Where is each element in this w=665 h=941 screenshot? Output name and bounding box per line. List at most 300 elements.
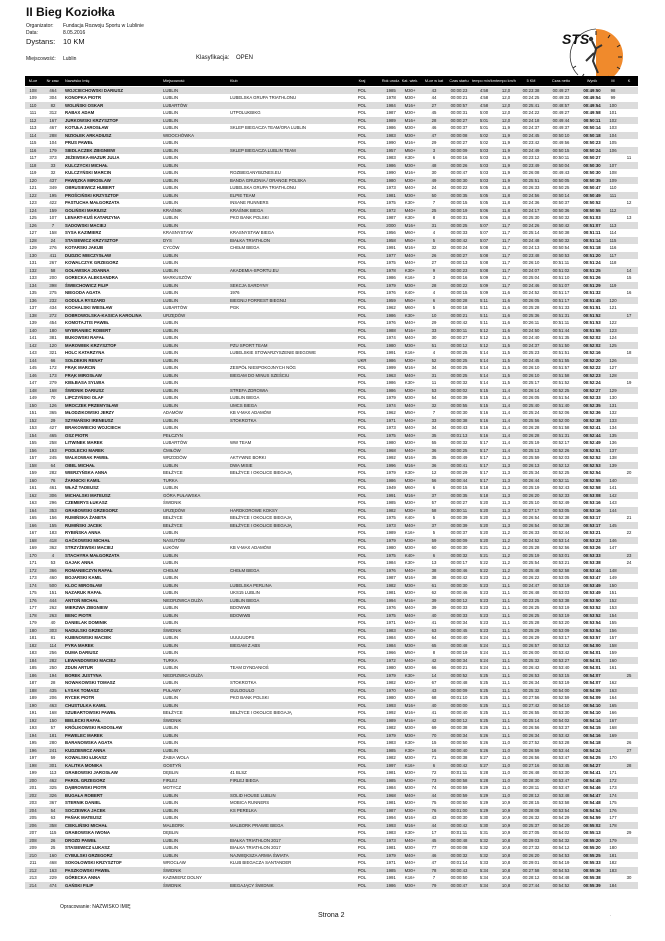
cell-category-place: 76	[431, 807, 437, 813]
cell-start-time: 00:00:58	[450, 777, 468, 783]
cell-name: STASIEWICZ KRZYSZTOF	[65, 237, 119, 243]
cell-pace: 4:58	[479, 95, 489, 100]
cell-club: PKO BANK POLSKI	[230, 695, 269, 700]
cell-speed: 10,8	[501, 852, 511, 858]
cell-city: LUBLIN	[163, 740, 179, 745]
cell-split-5km: 00:27:16	[522, 762, 540, 768]
cell-club: LUBLIN BIEGA	[230, 597, 260, 603]
cell-place-m: 180	[609, 845, 617, 850]
cell-split-5km: 00:25:14	[522, 717, 540, 723]
cell-category: M16+	[404, 822, 416, 828]
cell-category: K30+	[404, 830, 416, 835]
cell-place-m: 167	[609, 717, 617, 723]
cell-birth-year: 1984	[386, 785, 396, 790]
cell-bib: 114	[49, 642, 57, 648]
cell-category: M40+	[404, 657, 416, 663]
cell-place: 176	[29, 597, 37, 603]
cell-place: 194	[29, 732, 37, 738]
cell-speed: 11,1	[501, 627, 511, 633]
cell-city: LUBLIN	[163, 87, 179, 93]
cell-birth-year: 1980	[386, 177, 396, 183]
cell-name: PAROL GRZEGORZ	[65, 777, 106, 783]
cell-birth-year: 1985	[386, 747, 396, 753]
cell-speed: 11,1	[501, 665, 511, 670]
cell-category: K16+	[404, 530, 416, 535]
cell-birth-year: 1991	[386, 492, 396, 498]
cell-speed: 11,7	[501, 245, 511, 250]
cell-pace: 5:25	[479, 717, 489, 723]
cell-pace: 5:26	[479, 747, 489, 753]
cell-split-5km: 00:24:37	[522, 125, 540, 130]
cell-speed: 11,1	[501, 590, 511, 595]
cell-city: LUBLIN	[163, 725, 179, 730]
organizer-value: Fundacja Rozwoju Sportu w Lublinie	[63, 23, 144, 29]
column-header-start-time: Czas startu	[449, 78, 469, 83]
cell-birth-year: 1985	[386, 867, 396, 873]
table-row	[25, 357, 638, 365]
cell-country: POL	[357, 260, 367, 265]
cell-pace: 5:15	[479, 387, 489, 393]
cell-category-place: 57	[431, 500, 437, 505]
cell-start-time: 00:00:50	[450, 800, 468, 805]
cell-pace: 5:25	[479, 687, 489, 693]
cell-start-time: 00:00:17	[450, 560, 468, 565]
cell-city: DĘBLIN	[163, 770, 179, 775]
table-row	[25, 822, 638, 830]
cell-name: SZYMAŃSKI IRENEUSZ	[65, 417, 114, 423]
cell-pace: 5:12	[479, 327, 489, 333]
column-header-speed: tempo km/h	[496, 78, 516, 83]
cell-category-place: 69	[431, 725, 437, 730]
cell-place-m: 134	[609, 425, 617, 430]
cell-result: 00:51:03	[583, 215, 601, 220]
cell-birth-year: 1997	[386, 762, 396, 768]
cell-category: M40+	[404, 185, 416, 190]
cell-club: KRAŚNIK BIEGA	[230, 207, 264, 213]
cell-result: 00:52:38	[583, 417, 601, 423]
cell-place: 131	[29, 260, 37, 265]
cell-bib: 262	[49, 605, 57, 610]
cell-speed: 11,3	[501, 470, 511, 475]
cell-category: M30+	[404, 545, 416, 550]
cell-name: KULCZYŃSKI MARCIN	[65, 170, 112, 175]
table-row	[25, 342, 638, 350]
cell-net-time: 00:53:40	[552, 665, 570, 670]
cell-city: LUBLIN	[163, 155, 179, 160]
cell-bib: 76	[50, 477, 56, 483]
cell-category: M16+	[404, 710, 416, 715]
cell-bib: 250	[49, 665, 57, 670]
cell-start-time: 00:00:43	[450, 867, 468, 873]
cell-category: M16+	[404, 222, 416, 228]
cell-category: K30+	[404, 470, 416, 475]
cell-birth-year: 1986	[386, 477, 396, 483]
cell-name: WOLIŃSKI OSKAR	[65, 102, 104, 108]
cell-country: POL	[357, 500, 367, 505]
cell-net-time: 00:52:06	[552, 410, 570, 415]
cell-result: 00:53:26	[583, 545, 601, 550]
cell-net-time: 00:53:30	[552, 770, 570, 775]
cell-pace: 5:27	[479, 762, 489, 768]
cell-category: M16+	[404, 327, 416, 333]
cell-birth-year: 1982	[386, 725, 396, 730]
cell-country: POL	[357, 882, 367, 888]
cell-net-time: 00:50:37	[552, 200, 570, 205]
cell-net-time: 00:49:33	[552, 95, 570, 100]
cell-speed: 10,8	[501, 845, 511, 850]
cell-start-time: 00:00:46	[450, 590, 468, 595]
cell-place-k: 16	[626, 290, 632, 295]
cell-split-5km: 00:26:14	[522, 387, 540, 393]
cell-city: LUBLIN	[163, 282, 179, 288]
cell-name: CZEMERYS ŁUKASZ	[65, 500, 108, 505]
cell-split-5km: 00:26:28	[522, 425, 540, 430]
cell-place: 121	[29, 185, 37, 190]
cell-city: LUBLIN	[163, 612, 179, 618]
cell-category: M40+	[404, 612, 416, 618]
cell-speed: 11,1	[501, 582, 511, 588]
cell-country: POL	[357, 695, 367, 700]
cell-club: STOKROTKA	[230, 680, 257, 685]
cell-split-5km: 00:24:52	[522, 290, 540, 295]
cell-start-time: 00:00:35	[450, 192, 468, 198]
cell-speed: 10,8	[501, 882, 511, 888]
cell-result: 00:51:25	[583, 267, 601, 273]
cell-place-m: 126	[609, 357, 617, 363]
cell-net-time: 00:50:32	[552, 237, 570, 243]
cell-category-place: 36	[431, 462, 437, 468]
table-row	[25, 814, 638, 822]
cell-birth-year: 1962	[386, 305, 396, 310]
cell-birth-year: 1986	[386, 357, 396, 363]
cell-result: 00:54:09	[583, 687, 601, 693]
cell-club: STOKROTKA	[230, 417, 257, 423]
cell-country: POL	[357, 650, 367, 655]
table-row	[25, 867, 638, 875]
cell-birth-year: 1981	[386, 800, 396, 805]
cell-place-k: 29	[626, 830, 632, 835]
cell-net-time: 00:52:44	[552, 530, 570, 535]
cell-category-place: 32	[431, 245, 437, 250]
cell-country: POL	[357, 567, 367, 573]
cell-category: M40+	[404, 260, 416, 265]
cell-speed: 11,9	[501, 125, 511, 130]
cell-city: LUBLIN	[163, 342, 179, 348]
cell-place-m: 147	[609, 545, 617, 550]
table-row	[25, 537, 638, 545]
cell-club: SEKCJA SARDYNY	[230, 282, 269, 288]
cell-category-place: 30	[431, 170, 437, 175]
cell-pace: 5:05	[479, 192, 489, 198]
cell-result: 00:53:52	[583, 612, 601, 618]
cell-speed: 11,9	[501, 132, 511, 138]
cell-category-place: 44	[431, 792, 437, 798]
cell-net-time: 00:52:49	[552, 500, 570, 505]
cell-bib: 434	[49, 305, 57, 310]
cell-category: M16+	[404, 245, 416, 250]
cell-club: BIEGAM DO MINUS SZEŚCIU	[230, 372, 290, 378]
cell-start-time: 00:00:30	[450, 582, 468, 588]
cell-speed: 11,7	[501, 260, 511, 265]
column-header-place-k: K	[627, 78, 631, 83]
cell-pace: 5:03	[479, 162, 489, 168]
cell-split-5km: 00:27:17	[522, 507, 540, 513]
cell-bib: 366	[49, 567, 57, 573]
table-row	[25, 394, 638, 402]
table-row	[25, 124, 638, 132]
cell-category-place: 10	[431, 312, 437, 318]
cell-result: 00:53:54	[583, 620, 601, 625]
cell-place-m: 116	[609, 245, 617, 250]
cell-pace: 5:32	[479, 852, 489, 858]
cell-bib: 150	[49, 717, 57, 723]
cell-city: PUŁAWY	[163, 687, 181, 693]
cell-split-5km: 00:26:56	[522, 725, 540, 730]
cell-category-place: 74	[431, 785, 437, 790]
cell-speed: 11,0	[501, 762, 511, 768]
cell-speed: 11,1	[501, 710, 511, 715]
cell-city: KRAŚNIK	[163, 207, 182, 213]
cell-pace: 5:29	[479, 785, 489, 790]
cell-start-time: 00:00:32	[450, 380, 468, 385]
cell-bib: 126	[49, 402, 57, 408]
table-row	[25, 657, 638, 665]
cell-result: 00:52:02	[583, 335, 601, 340]
cell-net-time: 00:51:10	[552, 275, 570, 280]
cell-net-time: 00:50:15	[552, 147, 570, 153]
cell-category: K30+	[404, 380, 416, 385]
cell-bib: 304	[49, 95, 57, 100]
cell-city: BEŁŻYCE	[163, 522, 183, 528]
table-row	[25, 154, 638, 162]
cell-country: POL	[357, 125, 367, 130]
cell-start-time: 00:00:35	[450, 492, 468, 498]
cell-country: POL	[357, 867, 367, 873]
cell-net-time: 00:53:38	[552, 597, 570, 603]
cell-category: M60+	[404, 485, 416, 490]
cell-category: M16+	[404, 597, 416, 603]
cell-birth-year: 1973	[386, 185, 396, 190]
cell-place-m: 118	[609, 260, 617, 265]
cell-net-time: 00:52:25	[552, 470, 570, 475]
cell-place-m: 184	[609, 882, 617, 888]
cell-category-place: 58	[431, 507, 437, 513]
cell-split-5km: 00:28:15	[522, 800, 540, 805]
cell-pace: 5:06	[479, 215, 489, 220]
cell-place: 118	[29, 162, 37, 168]
cell-category-place: 70	[431, 732, 437, 738]
cell-speed: 11,4	[501, 447, 511, 453]
cell-birth-year: 1996	[386, 462, 396, 468]
cell-start-time: 00:00:15	[450, 200, 468, 205]
cell-speed: 11,6	[501, 312, 511, 318]
cell-speed: 11,7	[501, 237, 511, 243]
cell-place-m: 171	[609, 770, 617, 775]
cell-place: 174	[29, 582, 37, 588]
cell-start-time: 00:00:25	[450, 372, 468, 378]
cell-club: HARDKOROWE KOKSY	[230, 507, 278, 513]
cell-bib: 321	[49, 350, 57, 355]
cell-birth-year: 1968	[386, 447, 396, 453]
cell-category: M30+	[404, 635, 416, 640]
cell-speed: 11,4	[501, 432, 511, 438]
cell-category: M40+	[404, 605, 416, 610]
cell-result: 00:49:54	[583, 102, 601, 108]
cell-birth-year: 1980	[386, 665, 396, 670]
cell-category: M30+	[404, 777, 416, 783]
cell-place-m: 121	[609, 305, 617, 310]
cell-name: BENC PIOTR	[65, 612, 92, 618]
cell-club: ZESPÓŁ NIESPOKOJNYCH NÓG	[230, 365, 296, 370]
cell-category: M16+	[404, 117, 416, 123]
cell-place: 126	[29, 222, 37, 228]
cell-category-place: 28	[431, 282, 437, 288]
cell-split-5km: 00:26:56	[522, 755, 540, 760]
cell-category-place: 65	[431, 642, 437, 648]
cell-net-time: 00:53:48	[552, 792, 570, 798]
cell-bib: 59	[50, 755, 56, 760]
table-row	[25, 379, 638, 387]
cell-pace: 5:23	[479, 620, 489, 625]
cell-category-place: 30	[431, 335, 437, 340]
cell-name: LENART-KUŚ KATARZYNA	[65, 215, 120, 220]
cell-pace: 5:34	[479, 867, 489, 873]
cell-city: ADAMÓW	[163, 410, 183, 415]
organizer-label: Organizator:	[26, 23, 54, 29]
cell-name: DANIELAK DOMINIK	[65, 620, 108, 625]
cell-result: 00:52:02	[583, 342, 601, 348]
cell-result: 00:53:38	[583, 560, 601, 565]
cell-category-place: 51	[431, 342, 437, 348]
cell-speed: 11,8	[501, 200, 511, 205]
cell-net-time: 00:52:56	[552, 545, 570, 550]
cell-result: 00:54:10	[583, 710, 601, 715]
cell-country: POL	[357, 117, 367, 123]
cell-country: POL	[357, 597, 367, 603]
cell-pace: 5:11	[479, 305, 489, 310]
cell-pace: 5:24	[479, 635, 489, 640]
cell-name: BOJARSKI KAMIL	[65, 575, 103, 580]
cell-city: MARKUSZÓW	[163, 275, 192, 280]
cell-city: LUBLIN	[163, 665, 179, 670]
cell-category: M40+	[404, 372, 416, 378]
cell-place-m: 157	[609, 635, 617, 640]
cell-country: POL	[357, 672, 367, 678]
cell-pace: 5:15	[479, 402, 489, 408]
cell-city: KAZIMIERZ DOLNY	[163, 875, 202, 880]
table-row	[25, 792, 638, 800]
cell-club: PZU SPORT TEAM	[230, 342, 268, 348]
cell-category-place: 54	[431, 395, 437, 400]
cell-category-place: 15	[431, 740, 437, 745]
cell-city: ŚWIDNIK	[163, 867, 182, 873]
table-row	[25, 139, 638, 147]
table-row	[25, 94, 638, 102]
cell-place-m: 165	[609, 702, 617, 708]
cell-place-k: 30	[626, 875, 632, 880]
cell-speed: 11,1	[501, 672, 511, 678]
cell-split-5km: 00:24:45	[522, 357, 540, 363]
cell-speed: 11,2	[501, 552, 511, 558]
cell-category-place: 5	[432, 515, 436, 520]
cell-speed: 11,6	[501, 320, 511, 325]
cell-country: POL	[357, 410, 367, 415]
cell-birth-year: 1987	[386, 110, 396, 115]
cell-country: POL	[357, 680, 367, 685]
cell-net-time: 00:50:54	[552, 245, 570, 250]
cell-name: DOBROWOLSKA-KASICA KAROLINA	[65, 312, 142, 318]
cell-country: POL	[357, 635, 367, 640]
cell-country: POL	[357, 380, 367, 385]
table-row	[25, 304, 638, 312]
table-row	[25, 417, 638, 425]
cell-birth-year: 1971	[386, 860, 396, 865]
cell-place-k: 26	[626, 740, 632, 745]
cell-result: 00:51:45	[583, 297, 601, 303]
cell-name: PAWĘZKA MIROSŁAW	[65, 177, 111, 183]
cell-net-time: 00:52:17	[552, 440, 570, 445]
cell-place-k: 11	[626, 155, 632, 160]
cell-place-m: 102	[609, 117, 617, 123]
cell-name: KUDZIEWICZ ANNA	[65, 747, 106, 753]
cell-place: 204	[29, 807, 37, 813]
table-row	[25, 364, 638, 372]
cell-category-place: 27	[431, 102, 437, 108]
cell-country: POL	[357, 507, 367, 513]
cell-category: M40+	[404, 837, 416, 843]
cell-name: HOLC KATARZYNA	[65, 350, 105, 355]
cell-speed: 11,2	[501, 537, 511, 543]
cell-birth-year: 1968	[386, 792, 396, 798]
cell-net-time: 00:54:29	[552, 815, 570, 820]
cell-place-m: 158	[609, 642, 617, 648]
cell-category: M30+	[404, 882, 416, 888]
table-row	[25, 604, 638, 612]
cell-bib: 437	[49, 177, 57, 183]
cell-speed: 11,2	[501, 560, 511, 565]
cell-speed: 11,7	[501, 222, 511, 228]
cell-place-m: 112	[609, 207, 617, 213]
cell-category-place: 14	[431, 672, 437, 678]
table-row	[25, 282, 638, 290]
cell-club: LUBELSKIE STOWARZYSZENIE BIEGOWE	[230, 350, 316, 355]
cell-club: BANDA GRUDNIA / ORANGE POLSKA	[230, 177, 306, 183]
cell-net-time: 00:50:04	[552, 162, 570, 168]
cell-club: KLUB BIEGACZA SANTANDER	[230, 860, 292, 865]
cell-category: M30+	[404, 590, 416, 595]
cell-birth-year: 1971	[386, 620, 396, 625]
cell-place: 116	[29, 147, 37, 153]
cell-place: 142	[29, 342, 37, 348]
cell-split-5km: 00:25:23	[522, 350, 540, 355]
cell-place-m: 110	[609, 185, 617, 190]
cell-split-5km: 00:26:05	[522, 395, 540, 400]
cell-city: LUBLIN	[163, 800, 179, 805]
cell-name: GAĆKOWSKI MICHAŁ	[65, 537, 111, 543]
cell-country: POL	[357, 777, 367, 783]
cell-name: KIEŁBASA SYLWIA	[65, 380, 105, 385]
cell-name: SZUBARTOWSKI PAWEŁ	[65, 710, 117, 715]
cell-bib: 195	[49, 192, 57, 198]
cell-split-5km: 00:26:57	[522, 642, 540, 648]
cell-split-5km: 00:26:10	[522, 365, 540, 370]
cell-start-time: 00:00:21	[450, 95, 468, 100]
cell-start-time: 00:00:24	[450, 245, 468, 250]
cell-birth-year: 1990	[386, 170, 396, 175]
cell-speed: 10,9	[501, 822, 511, 828]
cell-result: 00:52:55	[583, 477, 601, 483]
table-row	[25, 762, 638, 770]
